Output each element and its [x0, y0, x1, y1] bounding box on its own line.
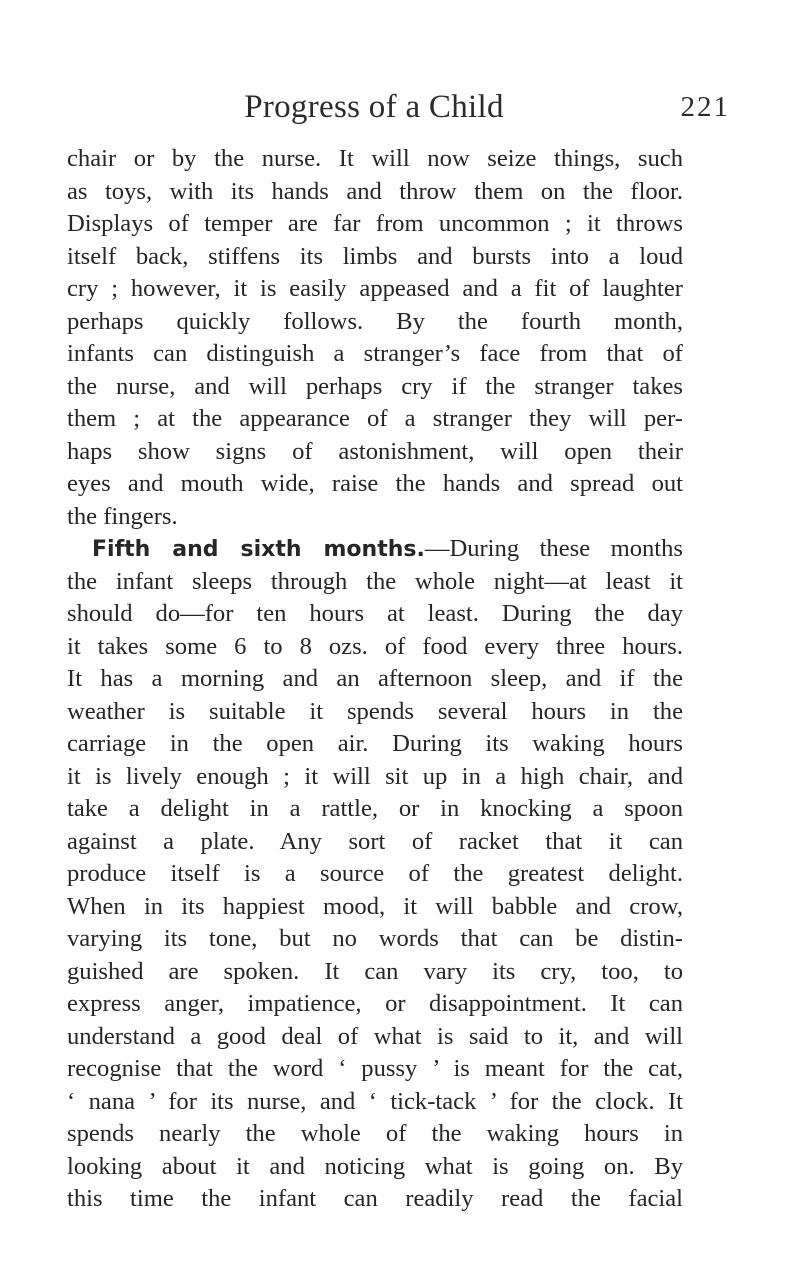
text-span: —During these months — [424, 535, 683, 562]
text-line: the fingers. — [67, 502, 178, 530]
text-line: produce itself is a source of the greatest delight. — [67, 860, 683, 887]
text-line: varying its tone, but no words that can be distin- — [67, 925, 683, 952]
text-line: should do—for ten hours at least. During the day — [67, 600, 683, 627]
text-line: It has a morning and an afternoon sleep, and if the — [67, 665, 683, 692]
text-line: looking about it and noticing what is going on. By — [67, 1152, 683, 1180]
text-line: express anger, impatience, or disappointment. It can — [67, 990, 683, 1017]
text-line: chair or by the nurse. It will now seize things, such — [67, 145, 683, 172]
text-line: against a plate. Any sort of racket that it can — [67, 827, 683, 855]
text-line: cry ; however, it is easily appeased and a fit of laughter — [67, 275, 683, 302]
page-header — [68, 82, 730, 132]
text-line: take a delight in a rattle, or in knocking a spoon — [67, 795, 683, 822]
text-line: spends nearly the whole of the waking hours in — [67, 1120, 683, 1147]
text-line: perhaps quickly follows. By the fourth month, — [67, 307, 683, 335]
text-line: guished are spoken. It can vary its cry, too, to — [67, 957, 683, 985]
text-line: weather is suitable it spends several hours in the — [67, 697, 683, 725]
page-number: 221 — [680, 91, 730, 123]
text-line: them ; at the appearance of a stranger they will per- — [67, 405, 683, 432]
text-line: ‘ nana ’ for its nurse, and ‘ tick-tack ’ for the clock. It — [67, 1087, 683, 1115]
text-line: haps show signs of astonishment, will open their — [67, 437, 683, 465]
running-title: Progress of a Child — [244, 89, 504, 125]
text-line: Displays of temper are far from uncommon ; it throws — [67, 210, 683, 237]
text-line: this time the infant can readily read the facial — [67, 1185, 683, 1212]
body-text — [67, 143, 683, 1216]
text-line: infants can distinguish a stranger’s face from that of — [67, 340, 683, 367]
text-line: the infant sleeps through the whole night—at least it — [67, 567, 683, 595]
section-heading: Fifth and sixth months. — [92, 537, 425, 562]
text-line: itself back, stiffens its limbs and bursts into a loud — [67, 242, 683, 270]
text-line: eyes and mouth wide, raise the hands and spread out — [67, 470, 683, 497]
text-line: it takes some 6 to 8 ozs. of food every three hours. — [67, 632, 683, 660]
text-line: When in its happiest mood, it will babble and crow, — [67, 892, 683, 920]
text-line: understand a good deal of what is said to it, and will — [67, 1022, 683, 1050]
text-line: carriage in the open air. During its waking hours — [67, 730, 683, 757]
text-line: as toys, with its hands and throw them on the floor. — [67, 177, 683, 205]
text-line: it is lively enough ; it will sit up in a high chair, and — [67, 762, 683, 790]
paragraph-first-line — [67, 533, 683, 566]
text-line: recognise that the word ‘ pussy ’ is meant for the cat, — [67, 1055, 683, 1082]
text-line: the nurse, and will perhaps cry if the stranger takes — [67, 372, 683, 400]
